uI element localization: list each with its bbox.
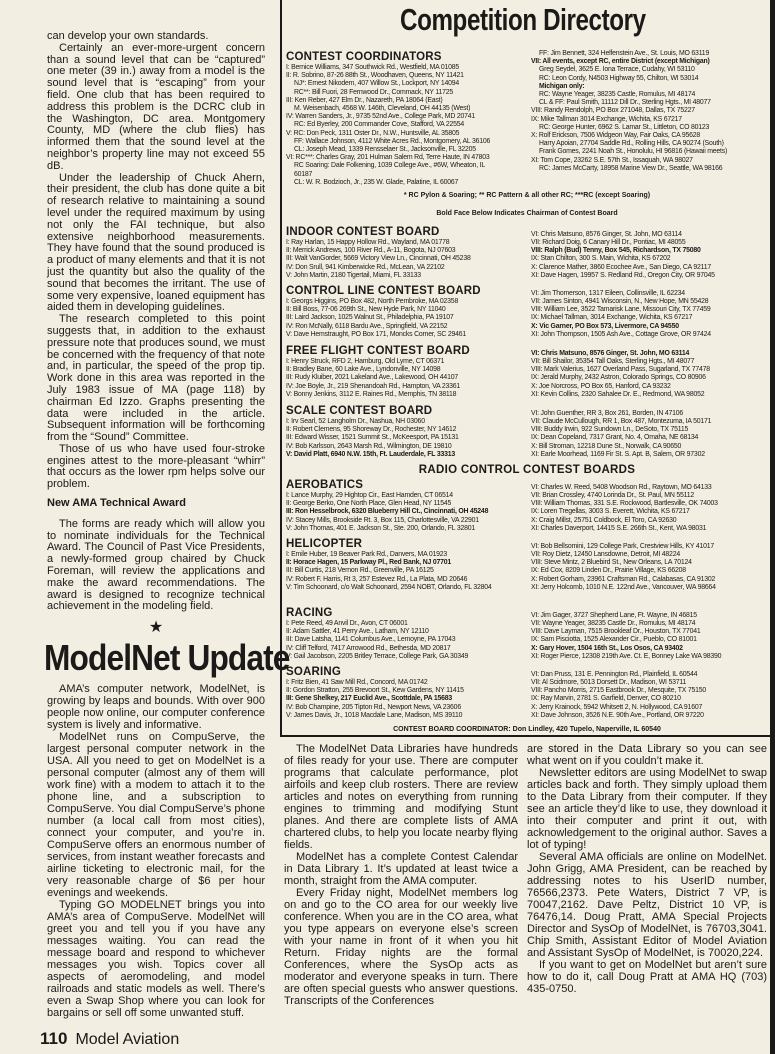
- directory-entry: V: Tim Schoonard, c/o Walt Schoonard, 2594 NOBT, Orlando, FL 32804: [286, 583, 492, 591]
- page-edge: [770, 0, 775, 1054]
- directory-entry: IX: Ed Cox, 8209 Linden Dr., Prairie Village, KS 66208: [531, 567, 686, 575]
- directory-entry: III: Edward Wisser, 1521 Summit St., McKeesport, PA 15131: [286, 434, 459, 442]
- directory-entry: VI: RC***: Charles Gray, 201 Hulman Salem Rd, Terre Haute, IN 47803: [286, 154, 490, 162]
- directory-entry: VIII: Mark Valerius, 1627 Overland Pass, Sugarland, TX 77478: [531, 366, 710, 374]
- directory-entry: IV: Joe Boyle, Jr., 219 Shenandoah Rd., Hampton, VA 23361: [286, 382, 461, 390]
- directory-entry: FF: Wallace Johnson, 4112 White Acres Rd., Montgomery, AL 36106: [294, 137, 491, 145]
- directory-entry: RC: Wayne Yeager, 38235 Castle, Romulus, MI 48174: [539, 91, 696, 99]
- contest-board: [286, 227, 715, 280]
- directory-entry: FF: Jim Bennett, 324 Helfenstein Ave., St. Louis, MO 63119: [539, 50, 710, 57]
- paragraph: Every Friday night, ModelNet members log on and go to the CO area for our weekly live conference. When you are in the CO area, what you type appears on everyone else’s screen with your name in front of it when you hit Return. Friday nights are the formal Conferences, where the SysOp acts as moderator and everyone speaks in turn. There are often special guests who answer questions. Transcripts of the Conferences: [284, 887, 518, 1007]
- paragraph: The ModelNet Data Libraries have hundreds of files ready for your use. There are computer programs that calculate performance, plot airfoils and keep club rosters. There are review articles and notes on everything from running engines to trimming and modifying Stunt planes. And there are complete lists of AMA chartered clubs, to help you locate nearby flying fields.: [284, 743, 518, 851]
- coordinators-heading: CONTEST COORDINATORS: [286, 51, 442, 63]
- directory-entry: CL & FF: Paul Smith, 11112 Dill Dr., Sterling Hgts., MI 48077: [539, 99, 711, 107]
- directory-entry: V: John Martin, 2180 Tigertail, Miami, FL 33133: [286, 271, 421, 279]
- paragraph: The forms are ready which will allow you to nominate individuals for the Technical Award. The Council of Past Vice Presidents, a newly-formed group chaired by Chuck Foreman, will review the applications and make the award recommendations. The award is designed to recognize technical achievement in the modeling field.: [47, 517, 265, 613]
- directory-entry: I: Ray Harlan, 15 Happy Hollow Rd., Wayland, MA 01778: [286, 239, 450, 246]
- page-number: 110: [40, 1029, 68, 1049]
- board-left: [286, 667, 531, 720]
- directory-entry: VII: Wayne Yeager, 38235 Castle Dr., Romulus, MI 48174: [531, 620, 696, 627]
- directory-entry: II: Horace Hagen, 15 Parkway Pl., Red Bank, NJ 07701: [286, 559, 452, 567]
- directory-entry: XI: Tom Cope, 23262 S.E. 57th St., Issaquah, WA 98027: [531, 156, 693, 164]
- directory-entry: VIII: Buddy Irwin, 922 Sundown Ln., DeSoto, TX 75115: [531, 426, 689, 434]
- directory-entry: RC Soaring: Dale Folkening, 1039 College Ave., #6W, Wheaton, IL: [294, 162, 486, 170]
- directory-entry: VI: Jim Thomerson, 1317 Eileen, Collinsville, IL 62234: [531, 289, 685, 297]
- directory-entry: VIII: Steve Mintz, 2 Bluebird St., New Orleans, LA 70124: [531, 559, 692, 567]
- directory-entry: VI: John Guenther, RR 3, Box 261, Borden, IN 47106: [531, 409, 684, 417]
- directory-entry: III: Ron Hesselbrock, 6320 Blueberry Hill Ct., Cincinnati, OH 45248: [286, 508, 489, 516]
- modelnet-column-2: [284, 743, 518, 1007]
- rc-contest-boards-heading: RADIO CONTROL CONTEST BOARDS: [418, 464, 636, 476]
- directory-entry: RC: George Hunter, 6962 S. Lamar St., Littleton, CO 80123: [539, 123, 710, 131]
- paragraph: If you want to get on ModelNet but aren’t sure how to do it, call Doug Pratt at AMA HQ (703) 435-0750.: [527, 959, 767, 995]
- directory-entry: V: James Davis, Jr., 1018 Macdale Lane, Madison, MS 39110: [286, 711, 463, 719]
- directory-entry: RC**: Bill Fuori, 28 Fernwood Dr., Commack, NY 11725: [294, 88, 453, 96]
- directory-entry: XI: Dave Johnson, 3526 N.E. 90th Ave., Portland, OR 97220: [531, 711, 704, 719]
- directory-entry: X: Clarence Mather, 3860 Ecochee Ave., San Diego, CA 92117: [531, 263, 712, 271]
- contest-board: [286, 480, 718, 533]
- directory-entry: VIII: Dave Layman, 7515 Brookleaf Dr., Houston, TX 77041: [531, 628, 701, 636]
- board-heading: CONTROL LINE CONTEST BOARD: [286, 285, 481, 297]
- directory-entry: VI: Dan Pruss, 131 E. Pennington Rd., Plainfield, IL 60544: [531, 670, 698, 678]
- paragraph: AMA’s computer network, ModelNet, is growing by leaps and bounds. With over 900 people now online, our computer conference system is lively and informative.: [47, 683, 265, 732]
- modelnet-column-3: [527, 743, 767, 995]
- contest-board: [286, 406, 711, 459]
- directory-entry: IX: Loren Tregellas, 3003 S. Everett, Wichita, KS 67217: [531, 508, 690, 516]
- directory-entry: VII: Roy Dietz, 12450 Lansdowne, Detroit, MI 48224: [531, 551, 680, 558]
- board-left: [286, 539, 531, 592]
- directory-entry: II: Bradley Bane, 60 Lake Ave., Lyndonville, NY 14098: [286, 366, 441, 374]
- directory-entry: IX: Jerald Murphy, 2432 Astron, Colorado Springs, CO 80906: [531, 374, 706, 382]
- directory-entry: XI: John Thompson, 1505 Ash Ave., Cottage Grove, OR 97424: [531, 330, 711, 338]
- directory-entry: I: Fritz Bien, 41 Saw Mill Rd., Concord, MA 01742: [286, 679, 428, 686]
- board-left: [286, 227, 531, 280]
- directory-entry: III: Gene Shelkey, 217 Euclid Ave., Scottdale, PA 15683: [286, 695, 453, 703]
- board-right: [531, 671, 706, 720]
- paragraph: Typing GO MODELNET brings you into AMA’s area of CompuServe. ModelNet will greet you and tell you if you have any messages waiting. You can read the message board and respond to whichever messages you wish. Topics cover all aspects of aeromodeling, and model railroads and static models as well. There’s even a Swap Shop where you can look for bargains or sell off some unwanted stuff.: [47, 899, 265, 1020]
- paragraph: ModelNet has a complete Contest Calendar in Data Library 1. It’s updated at least twice a month, straight from the AMA computer.: [284, 851, 518, 887]
- board-right: [531, 231, 715, 280]
- contest-board: [286, 286, 711, 339]
- paragraph: Certainly an ever-more-urgent concern than a sound level that can be “captured” one meter (39 in.) away from a model is the sound level that is “escaping” from your field. One club that has been required to address this problem is the DCRC club in the Washington, DC area. Montgomery County, MD (where the club flies) has informed them that the sound level at the neighbor’s property line may not exceed 55 dB.: [47, 41, 265, 172]
- directory-entry: I: Henry Struck, RFD 2, Hamburg, Old Lyme, CT 06371: [286, 358, 445, 365]
- directory-entry: VIII: Randy Rendolph, PO Box 271048, Dallas, TX 75227: [531, 107, 695, 115]
- board-right: [531, 612, 721, 661]
- directory-entry: CL: Joseph Mead, 1339 Rensselaer St., Jacksonville, FL 32205: [294, 146, 476, 154]
- directory-entry: X: Bill Stroman, 12218 Dune St., Norwalk, CA 90650: [531, 442, 682, 450]
- directory-entry: II: Merrick Andrews, 100 River Rd., A-11, Bogota, NJ 07603: [286, 247, 456, 255]
- contest-board: [286, 539, 716, 592]
- directory-entry: X: Robert Gorham, 23961 Craftsman Rd., Calabasas, CA 91302: [531, 575, 716, 583]
- directory-entry: IX: Sam Pisciotta, 1525 Alexander Cir., Pueblo, CO 81001: [531, 636, 697, 644]
- modelnet-heading: ModelNet Update: [44, 637, 290, 679]
- directory-entry: VI: Charles W. Reed, 5408 Woodson Rd., Raytown, MO 64133: [531, 483, 712, 491]
- directory-entry: Michigan only:: [539, 82, 585, 90]
- contest-board: [286, 346, 710, 399]
- directory-entry: III: Ken Reber, 427 Elm Dr., Nazareth, PA 18064 (East): [286, 96, 443, 104]
- modelnet-column-1: [47, 683, 265, 1019]
- directory-entry: VII: Al Scidmore, 5013 Dorsett Dr., Madison, WI 53711: [531, 679, 687, 686]
- directory-entry: IX: Mike Tallman 3014 Exchange, Wichita, KS 67217: [531, 115, 682, 123]
- directory-entry: VIII: Ralph (Bud) Tenny, Box 545, Richardson, TX 75080: [531, 247, 701, 255]
- directory-entry: X: Vic Garner, PO Box 573, Livermore, CA 94550: [531, 322, 679, 330]
- coordinators-right: [531, 50, 727, 187]
- directory-entry: V: Gail Jacobson, 2205 Britley Terrace, College Park, GA 30349: [286, 652, 469, 660]
- directory-entry: VII: All events, except RC, entire District (except Michigan): [531, 58, 710, 66]
- directory-entry: X: Rolf Erickson, 7506 Widgeon Way, Fair Oaks, CA 95628: [531, 132, 700, 140]
- directory-entry: I: Irv Searl, 52 Langholm Dr., Nashua, NH 03060: [286, 418, 425, 425]
- board-heading: HELICOPTER: [286, 538, 363, 550]
- directory-entry: V: John Thomas, 401 E. Jackson St., Ste. 200, Orlando, FL 32801: [286, 524, 476, 532]
- directory-entry: RC: Ed Byerley, 200 Commander Cove, Stafford, VA 22554: [294, 121, 464, 129]
- directory-entry: XI: Charles Daverport, 14415 S.E. 266th St., Kent, WA 98031: [531, 524, 707, 532]
- board-heading: FREE FLIGHT CONTEST BOARD: [286, 345, 470, 357]
- directory-entry: II: Gordon Stratton, 255 Brevoort St., Kew Gardens, NY 11415: [286, 687, 464, 695]
- page-footer: [40, 1029, 265, 1050]
- directory-entry: V: RC: Don Peck, 1311 Oster Dr., N.W., Huntsville, AL 35805: [286, 129, 460, 137]
- paragraph: Newsletter editors are using ModelNet to swap articles back and forth. They simply upload them to the Data Library from their computer. If they see an article they’d like to use, they download it into their computer and print it out, with acknowledgement to the original author. Saves a lot of typing!: [527, 767, 767, 851]
- directory-entry: II: George Berko, One North Place, Glen Head, NY 11545: [286, 500, 452, 508]
- directory-entry: M. Weisenbach, 4568 W. 146th, Cleveland, OH 44135 (West): [294, 105, 471, 113]
- directory-entry: XI: Kevin Collins, 2320 Sahalee Dr. E., Redmond, WA 98052: [531, 390, 705, 398]
- bold-face-note: Bold Face Below Indicates Chairman of Contest Board: [436, 210, 618, 217]
- directory-entry: VII: Claude McCullough, RR 1, Box 487, Montezuma, IA 50171: [531, 418, 712, 425]
- directory-entry: III: Bill Curtis, 218 Vernon Rd., Greenville, PA 16125: [286, 567, 434, 575]
- board-coordinator: CONTEST BOARD COORDINATOR: Don Lindley, 420 Tupelo, Naperville, IL 60540: [393, 726, 661, 733]
- directory-entry: IV: Robert F. Harris, Rt 3, 257 Estevez Rd., La Plata, MD 20646: [286, 575, 468, 583]
- directory-entry: XI: Earle Moorhead, 1169 Fir St. S. Apt. B, Salem, OR 97302: [531, 450, 705, 458]
- directory-entry: VI: Jim Gager, 3727 Shepherd Lane, Ft. Wayne, IN 46815: [531, 611, 697, 619]
- board-heading: INDOOR CONTEST BOARD: [286, 226, 440, 238]
- directory-entry: III: Dave Latsha, 1141 Columbus Ave., Lemoyne, PA 17043: [286, 636, 456, 644]
- board-right: [531, 484, 718, 533]
- directory-entry: IX: Stan Chilton, 300 S. Main, Wichita, KS 67202: [531, 255, 671, 263]
- directory-entry: XI: Roger Pierce, 12308 219th Ave. Ct. E, Bonney Lake WA 98390: [531, 652, 722, 660]
- board-left: [286, 406, 531, 459]
- directory-entry: I: Emile Huber, 19 Beaver Park Rd., Danvers, MA 01923: [286, 551, 447, 558]
- directory-entry: VI: Bob Bellsomini, 129 College Park, Crestview Hills, KY 41017: [531, 542, 714, 550]
- board-heading: AEROBATICS: [286, 479, 364, 491]
- directory-entry: IV: Bob Karlsson, 2643 Marsh Rd., Wilmington, DE 19810: [286, 442, 452, 450]
- directory-entry: II: Robert Clemens, 95 Shoreway Dr., Rochester, NY 14612: [286, 426, 457, 434]
- directory-entry: IV: Cliff Telford, 7417 Arrowood Rd., Bethesda, MD 20817: [286, 644, 451, 652]
- board-left: [286, 608, 531, 661]
- directory-entry: II: Bill Boss, 77-06 269th St., New Hyde Park, NY 11040: [286, 306, 446, 314]
- directory-entry: CL: W. R. Bodzioch, Jr., 235 W. Glade, Palatine, IL 60067: [294, 178, 459, 186]
- directory-entry: I: Bernice Williams, 347 Southwick Rd., Westfield, MA 01085: [286, 64, 460, 71]
- board-right: [531, 350, 710, 399]
- directory-entry: VIII: Pancho Morris, 2715 Eastbrook Dr., Mesquite, TX 75150: [531, 687, 706, 695]
- board-right: [531, 290, 711, 339]
- directory-entry: V: Dave Hemstraught, PO Box 171, Moncks Corner, SC 29461: [286, 330, 467, 338]
- directory-entry: III: Laird Jackson, 1025 Walnut St., Philadelphia, PA 19107: [286, 314, 454, 322]
- directory-entry: X: Gary Hover, 1504 16th St., Los Osos, CA 93402: [531, 644, 683, 652]
- board-heading: SOARING: [286, 666, 342, 678]
- contest-board: [286, 608, 721, 661]
- directory-entry: VII: Bill Shailor, 35354 Tall Oaks, Sterling Hgts., MI 48077: [531, 358, 695, 365]
- magazine-name: Model Aviation: [75, 1031, 180, 1049]
- directory-entry: Greg Seydel, 3625 E. Iona Terrace, Cudahy, WI 53110: [539, 66, 695, 74]
- directory-entry: VI: Chris Matsuno, 8576 Ginger, St. John, MO 63114: [531, 230, 682, 238]
- paragraph: can develop your own standards.: [47, 30, 209, 42]
- directory-entry: X: Joe Norcross, PO Box 65, Hanford, CA 93232: [531, 382, 671, 390]
- board-left: [286, 286, 531, 339]
- board-right: [531, 543, 716, 592]
- directory-entry: IX: Dean Copeland, 7317 Grant, No. 4, Omaha, NE 68134: [531, 434, 699, 442]
- directory-entry: Harry Apoian, 27704 Saddle Rd., Rolling Hills, CA 90274 (South): [539, 140, 724, 148]
- directory-entry: IV: Bob Champine, 205 Tipton Rd., Newport News, VA 23606: [286, 703, 461, 711]
- left-column: [40, 30, 290, 1050]
- directory-entry: IV: Ron McNally, 6118 Bardu Ave., Springfield, VA 22152: [286, 322, 448, 330]
- directory-entry: VII: James Sinton, 4941 Wisconsin, N., New Hope, MN 55428: [531, 298, 709, 305]
- directory-entry: Frank Gomes, 2241 Noah St., Honolulu, HI 96816 (Hawaii meets): [539, 148, 728, 156]
- paragraph: The research completed to this point suggests that, in addition to the exhaust pressure note that produces sound, we must be concerned with the frequency of that note and, in particular, the speed of the prop tip. Work done in this area was reported in the July 1983 issue of MA (page 118) by chairman Ed Izzo. Graphs presenting the data were included in the article. Subsequent information will be forthcoming from the “Sound” Committee.: [47, 313, 265, 444]
- directory-entry: I: Pete Reed, 49 Anvil Dr., Avon, CT 06001: [286, 620, 408, 627]
- contest-board: [286, 667, 706, 720]
- directory-title: Competition Directory: [400, 2, 646, 37]
- subhead: New AMA Technical Award: [47, 497, 186, 510]
- directory-entry: VI: Chris Matsuno, 8576 Ginger, St. John, MO 63114: [531, 349, 690, 357]
- directory-entry: RC: Leon Cordy, N4503 Highway 55, Chilton, WI 53014: [539, 74, 699, 82]
- directory-entry: VIII: William Lee, 3522 Tamarisk Lane, Missouri City, TX 77459: [531, 306, 711, 314]
- board-right: [531, 410, 711, 459]
- directory-entry: NJ*: Ernest Nikodem, 407 Willow St., Lockport, NY 14094: [294, 80, 460, 88]
- contest-coordinators: [286, 52, 727, 187]
- directory-entry: V: David Platt, 6940 N.W. 15th, Ft. Lauderdale, FL 33313: [286, 450, 456, 458]
- directory-entry: IV: Don Srull, 941 Kimberwicke Rd., McLean, VA 22102: [286, 263, 445, 271]
- paragraph: Several AMA officials are online on ModelNet. John Grigg, AMA President, can be reached by addressing notes to his UserID number, 76566,2373. Pete Waters, District 7 VP, is 70047,2162. Dave Peltz, District 10 VP, is 76476,14. Doug Pratt, AMA Special Projects Director and SysOp of ModelNet, is 76703,3041. Chip Smith, Assistant Editor of Model Aviation and Assistant SysOp of ModelNet, is 70020,224.: [527, 851, 767, 959]
- directory-entry: IX: Ray Marvin, 2781 S. Garfield, Denver, CO 80210: [531, 695, 681, 703]
- directory-entry: VIII: William Thomas, 331 S.E. Rockwood, Bartlesville, OK 74003: [531, 500, 718, 508]
- footnote: * RC Pylon & Soaring; ** RC Pattern & all other RC; ***RC (except Soaring): [403, 192, 651, 199]
- directory-entry: X: Jerry Krainock, 5942 Whitsett 2, N. Hollywood, CA 91607: [531, 703, 703, 711]
- paragraph: Those of us who have used four-stroke engines attest to the more-pleasant “whirr” that occurs as the lower rpm helps solve our problem.: [47, 442, 265, 491]
- directory-entry: IV: Stacey Mills, Brookside Rt. 3, Box 115, Charlottesville, VA 22901: [286, 516, 479, 524]
- board-heading: RACING: [286, 607, 333, 619]
- directory-entry: III: Walt VanGorder, 5669 Victory View Ln., Cincinnati, OH 45238: [286, 255, 471, 263]
- paragraph: Under the leadership of Chuck Ahern, their president, the club has done quite a bit of research relative to maintaining a sound level under the required maximum by using not only the FAI technique, but also extensive neighborhood measurements. They have found that the sound produced is a product of many elements and that it is not just the quantity but also the quality of the sound that becomes the irritant. The use of some very expensive, loaned equipment has aided them in developing guidelines.: [47, 171, 265, 314]
- coordinators-left: [286, 52, 531, 187]
- directory-entry: 60187: [294, 170, 313, 178]
- competition-directory: [280, 0, 772, 737]
- board-heading: SCALE CONTEST BOARD: [286, 405, 433, 417]
- directory-entry: IV: Warren Sanders, Jr., 9735 52nd Ave., College Park, MD 20741: [286, 113, 475, 121]
- directory-entry: I: Georgs Higgins, PO Box 482, North Pembroke, MA 02358: [286, 298, 459, 305]
- directory-entry: II: Adam Sattler, 41 Perry Ave., Latham, NY 12110: [286, 628, 429, 636]
- board-left: [286, 480, 531, 533]
- directory-entry: XI: Dave Hagen, 19957 S. Redland Rd., Oregon City, OR 97045: [531, 271, 715, 279]
- directory-entry: I: Lance Murphy, 29 Hightop Cir., East Hamden, CT 06514: [286, 492, 453, 499]
- directory-entry: V: Bonny Jenkins, 3112 E. Raines Rd., Memphis, TN 38118: [286, 390, 457, 398]
- directory-entry: VII: Brian Crossley, 4740 Lorinda Dr., St. Paul, MN 55112: [531, 492, 694, 499]
- board-left: [286, 346, 531, 399]
- article-sound-level: [47, 31, 265, 613]
- star-icon: ★: [148, 619, 164, 637]
- directory-entry: VII: Richard Doig, 6 Canary Hill Dr., Pontiac, MI 48055: [531, 239, 686, 246]
- paragraph: are stored in the Data Library so you can see what went on if you couldn’t make it.: [527, 743, 767, 767]
- directory-entry: XI: Jerry Holcomb, 1010 N.E. 122nd Ave., Vancouver, WA 98664: [531, 583, 716, 591]
- directory-entry: RC: James McCarty, 18958 Marine View Dr., Seattle, WA 98166: [539, 164, 723, 172]
- directory-entry: IX: Michael Tallman, 3014 Exchange, Wichita, KS 67217: [531, 314, 693, 322]
- directory-entry: II: R. Sobrino, 87-26 88th St., Woodhaven, Queens, NY 11421: [286, 72, 464, 80]
- directory-entry: X: Craig Millst, 25751 Coldbock, El Toro, CA 92630: [531, 516, 677, 524]
- directory-entry: III: Rudy Kluiber, 2021 Lakeland Ave., Lakewood, OH 44107: [286, 374, 458, 382]
- paragraph: ModelNet runs on CompuServe, the largest personal computer network in the USA. All you need to get on ModelNet is a personal computer (almost any of them will work fine) with a modem to attach it to the phone line, and a subscription to CompuServe. You dial CompuServe’s phone number (a local call from most cities), connect your computer, and you’re in. CompuServe offers an enormous number of services, from instant weather forecasts and airline ticketing to electronic mail, for the very reasonable charge of $6 per hour evenings and weekends.: [47, 731, 265, 900]
